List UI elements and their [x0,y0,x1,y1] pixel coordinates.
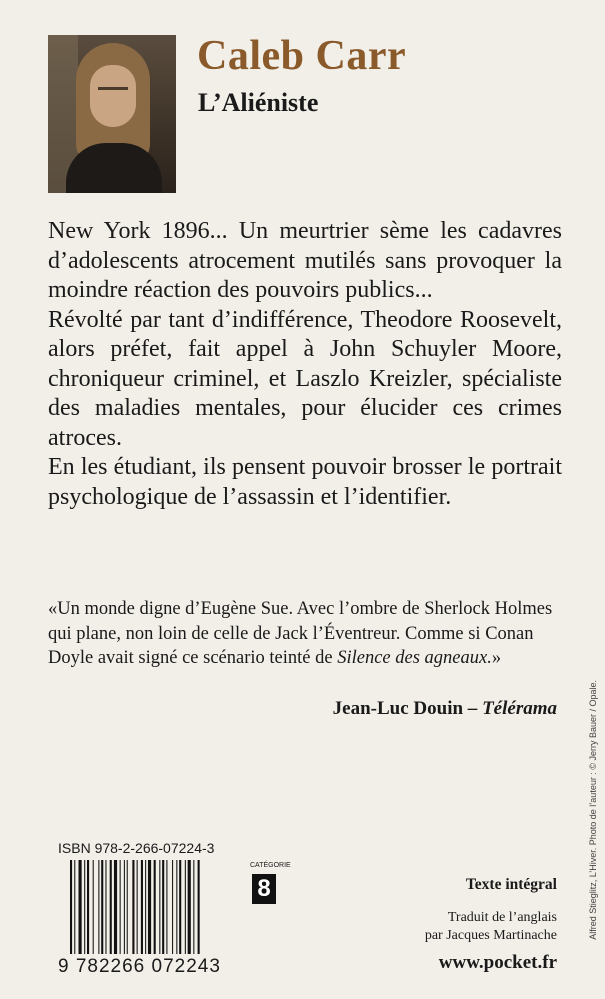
quote-close: » [491,648,502,668]
author-photo [48,35,176,193]
quote-critic: Jean-Luc Douin – [332,698,483,719]
blurb-paragraph: En les étudiant, ils pensent pouvoir brosser le portrait psychologique de l’assassin et l’identifier. [48,454,562,510]
blurb-paragraph: New York 1896... Un meurtrier sème les cadavres d’adolescents atrocement mutilés sans provoquer la moindre réaction des pouvoirs publics... [48,218,562,303]
image-credits: Alfred Stieglitz, L’Hiver. Photo de l’auteur : © Jerry Bauer / Opale. [588,680,598,940]
quote-attribution [333,698,557,720]
barcode [70,860,242,954]
translation-line: par Jacques Martinache [424,928,557,943]
publisher-website: www.pocket.fr [438,952,557,973]
isbn: ISBN 978-2-266-07224-3 [58,840,215,856]
quote-text: «Un monde digne d’Eugène Sue. Avec l’ombre de Sherlock Holmes qui plane, non loin de celle de Jack l’Éventreur. Comme si Conan Doyle avait signé ce scénario teinté de [48,599,553,668]
translation-credit [425,909,557,945]
blurb [48,217,562,512]
author-name: Caleb Carr [197,33,407,79]
category-number: 8 [252,874,276,904]
barcode-digits: 9 782266 072243 [58,956,221,977]
translation-line: Traduit de l’anglais [447,910,557,925]
quote-publication: Télérama [482,698,557,719]
quote-film-title: Silence des agneaux. [337,648,492,668]
blurb-paragraph: Révolté par tant d’indifférence, Theodore Roosevelt, alors préfet, fait appel à John Schuyler Moore, chroniqueur criminel, et Laszlo Kreizler, spécialiste des maladies mentales, pour élucider ces crimes atroces. [48,306,562,451]
category-label: CATÉGORIE [250,862,291,869]
book-title: L’Aliéniste [198,88,319,117]
photo-eyes [98,87,128,94]
edition-note: Texte intégral [465,876,557,893]
photo-face [90,65,136,127]
review-quote [48,597,562,671]
